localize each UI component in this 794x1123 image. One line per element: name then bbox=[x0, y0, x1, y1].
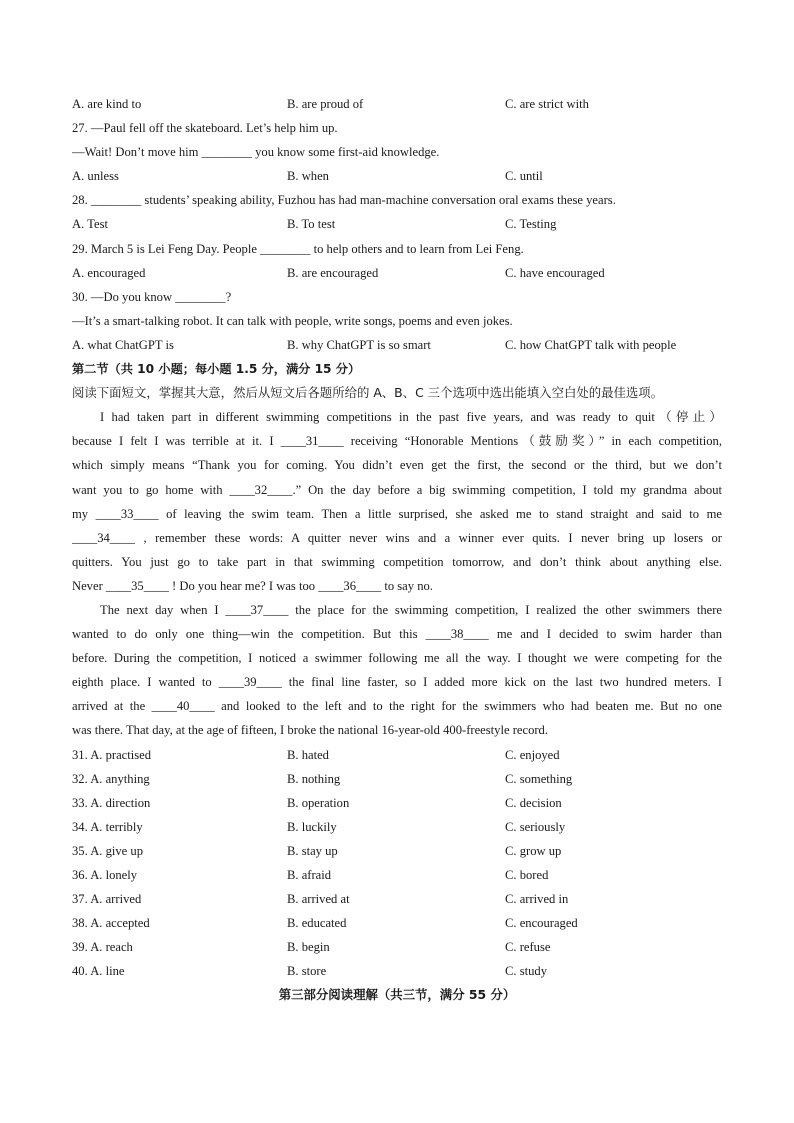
passage-line: arrived at the ____40____ and looked to the left and to the right for the swimmers who had beaten me. But no one bbox=[72, 699, 722, 714]
q29-stem: 29. March 5 is Lei Feng Day. People ________ to help others and to learn from Lei Feng. bbox=[72, 241, 524, 256]
option-c: C. arrived in bbox=[505, 892, 569, 907]
option-row-38 bbox=[72, 911, 722, 935]
passage-paragraph-2 bbox=[72, 598, 722, 743]
option-c: C. enjoyed bbox=[505, 747, 560, 762]
section-2-title: 第二节（共 10 小题；每小题 1.5 分，满分 15 分） bbox=[72, 362, 361, 377]
q26-option-a: A. are kind to bbox=[72, 97, 142, 111]
option-c: C. grow up bbox=[505, 843, 562, 858]
passage-line: quitters. You just go to take part in that swimming competition tomorrow, and don’t think about anything else. bbox=[72, 554, 722, 569]
q30-option-b: B. why ChatGPT is so smart bbox=[287, 337, 431, 352]
option-a: 37. A. arrived bbox=[72, 892, 142, 907]
cloze-options bbox=[72, 743, 722, 984]
option-c: C. study bbox=[505, 964, 547, 979]
passage-line: wanted to do only one thing—win the competition. But this ____38____ me and I decided to swim harder than bbox=[72, 627, 722, 642]
passage-line: ____34____ , remember these words: A quitter never wins and a winner ever quits. I never bring up losers or bbox=[72, 530, 722, 545]
option-row-39 bbox=[72, 935, 722, 959]
q27-options bbox=[72, 164, 722, 188]
passage-line: I had taken part in different swimming competitions in the past five years, and was ready to quit（停止） bbox=[100, 410, 722, 425]
option-b: B. stay up bbox=[287, 843, 338, 858]
q26-options bbox=[72, 92, 722, 116]
option-a: 34. A. terribly bbox=[72, 819, 143, 834]
option-row-34 bbox=[72, 815, 722, 839]
q30-options bbox=[72, 333, 722, 357]
q28-option-b: B. To test bbox=[287, 217, 336, 232]
option-c: C. something bbox=[505, 771, 573, 786]
q29-option-c: C. have encouraged bbox=[505, 265, 605, 280]
passage-line: my ____33____ of leaving the swim team. Then a little surprised, she asked me to stand straight and said to me bbox=[72, 506, 722, 521]
option-a: 36. A. lonely bbox=[72, 868, 138, 882]
q30-option-a: A. what ChatGPT is bbox=[72, 337, 174, 352]
q27-option-c: C. until bbox=[505, 169, 543, 184]
option-b: B. operation bbox=[287, 795, 350, 810]
passage-line: eighth place. I wanted to ____39____ the final line faster, so I added more kick on the last two hundred meters. I bbox=[72, 675, 722, 690]
option-a: 38. A. accepted bbox=[72, 916, 150, 931]
option-b: B. store bbox=[287, 964, 327, 979]
option-b: B. afraid bbox=[287, 868, 332, 882]
q27-option-a: A. unless bbox=[72, 169, 119, 184]
q28-stem: 28. ________ students’ speaking ability, Fuzhou has had man-machine conversation oral exams these years. bbox=[72, 193, 616, 208]
q27-option-b: B. when bbox=[287, 169, 329, 184]
passage-line: because I felt I was terrible at it. I ____31____ receiving “Honorable Mentions（鼓励奖）” in each competition, bbox=[72, 434, 722, 449]
option-row-36 bbox=[72, 863, 722, 887]
exam-content bbox=[72, 92, 722, 1008]
q28-option-c: C. Testing bbox=[505, 217, 557, 232]
option-c: C. bored bbox=[505, 868, 549, 882]
option-a: 35. A. give up bbox=[72, 843, 144, 858]
option-a: 40. A. line bbox=[72, 964, 125, 979]
option-b: B. hated bbox=[287, 747, 329, 762]
q28-option-a: A. Test bbox=[72, 217, 108, 232]
q30-option-c: C. how ChatGPT talk with people bbox=[505, 337, 677, 352]
passage-line: want you to go home with ____32____.” On the day before a big swimming competition, I told my grandma about bbox=[72, 482, 722, 497]
option-a: 33. A. direction bbox=[72, 795, 151, 810]
q29-option-a: A. encouraged bbox=[72, 265, 146, 280]
q28-options bbox=[72, 212, 722, 236]
passage-line: was there. That day, at the age of fifteen, I broke the national 16-year-old 400-freestyle record. bbox=[72, 723, 549, 738]
option-a: 31. A. practised bbox=[72, 747, 152, 762]
option-c: C. decision bbox=[505, 795, 562, 810]
q26-option-c: C. are strict with bbox=[505, 97, 589, 111]
option-b: B. arrived at bbox=[287, 892, 350, 907]
passage-line: before. During the competition, I noticed a swimmer following me all the way. I thought we were competing for the bbox=[72, 651, 722, 666]
q29-option-b: B. are encouraged bbox=[287, 265, 379, 280]
option-c: C. seriously bbox=[505, 819, 566, 834]
passage-line: Never ____35____ ! Do you hear me? I was too ____36____ to say no. bbox=[72, 578, 433, 593]
passage-paragraph-1 bbox=[72, 405, 722, 598]
option-a: 32. A. anything bbox=[72, 771, 150, 786]
q27-stem-2: —Wait! Don’t move him ________ you know some first-aid knowledge. bbox=[72, 145, 440, 160]
option-row-40 bbox=[72, 959, 722, 983]
section-2-instruction: 阅读下面短文，掌握其大意，然后从短文后各题所给的 A、B、C 三个选项中选出能填入空白处的最佳选项。 bbox=[72, 385, 664, 401]
option-b: B. educated bbox=[287, 916, 347, 931]
option-c: C. refuse bbox=[505, 940, 551, 955]
q26-option-b: B. are proud of bbox=[287, 97, 364, 111]
passage-line: which simply means “Thank you for coming. You didn’t even get the first, the second or the third, but we don’t bbox=[72, 458, 722, 473]
part-3-title: 第三部分阅读理解（共三节，满分 55 分） bbox=[278, 987, 516, 1003]
option-b: B. begin bbox=[287, 940, 330, 955]
option-c: C. encouraged bbox=[505, 916, 578, 931]
option-row-33 bbox=[72, 791, 722, 815]
q30-stem-2: —It’s a smart-talking robot. It can talk with people, write songs, poems and even jokes. bbox=[72, 313, 513, 328]
option-row-35 bbox=[72, 839, 722, 863]
q29-options bbox=[72, 261, 722, 285]
option-b: B. luckily bbox=[287, 819, 337, 834]
option-row-37 bbox=[72, 887, 722, 911]
q27-stem-1: 27. —Paul fell off the skateboard. Let’s help him up. bbox=[72, 121, 338, 136]
option-row-31 bbox=[72, 743, 722, 767]
q30-stem-1: 30. —Do you know ________? bbox=[72, 289, 232, 304]
option-a: 39. A. reach bbox=[72, 940, 133, 955]
option-b: B. nothing bbox=[287, 771, 341, 786]
option-row-32 bbox=[72, 767, 722, 791]
passage-line: The next day when I ____37____ the place for the swimming competition, I realized the other swimmers there bbox=[100, 602, 722, 617]
